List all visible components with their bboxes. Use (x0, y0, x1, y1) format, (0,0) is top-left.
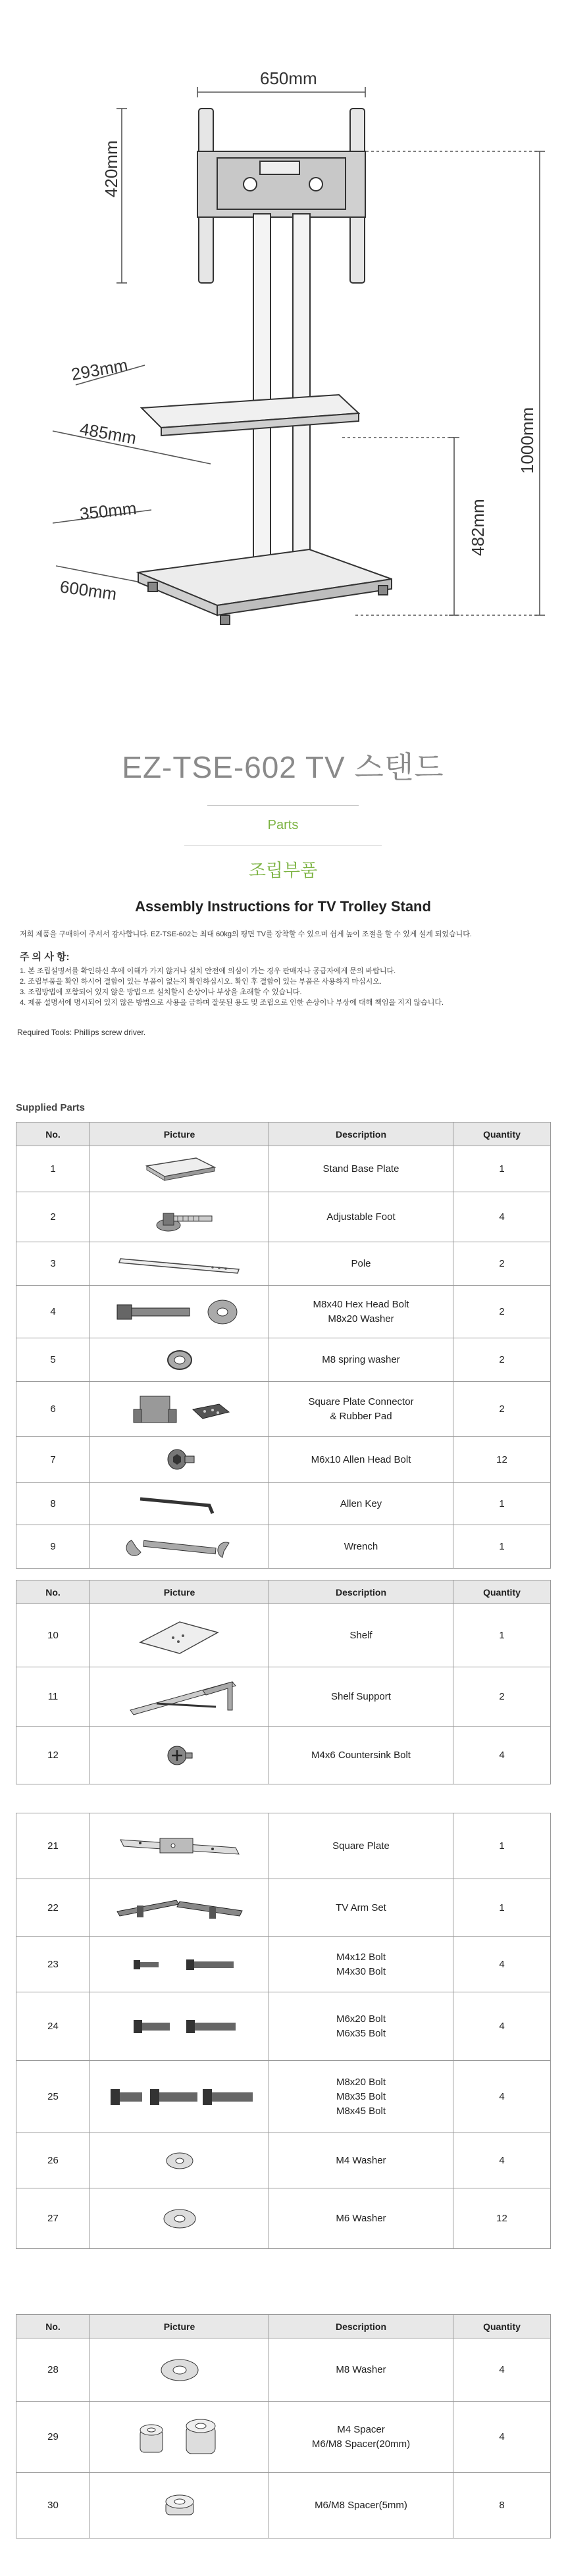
part-no: 7 (16, 1437, 90, 1483)
table-row (16, 1286, 551, 1338)
part-no: 4 (16, 1286, 90, 1338)
parts-heading-en: Parts (267, 818, 299, 832)
part-quantity: 2 (453, 1338, 551, 1382)
part-description: M8 spring washer (269, 1338, 453, 1382)
table-header-row (16, 1580, 551, 1604)
part-quantity: 4 (453, 2133, 551, 2188)
header-no: No. (16, 2315, 90, 2338)
table-row (16, 1483, 551, 1525)
part-description: Stand Base Plate (269, 1146, 453, 1192)
part-quantity: 4 (453, 2338, 551, 2402)
parts-table-4 (16, 2314, 551, 2538)
spacer-icon (90, 2402, 269, 2473)
dim-label-350: 350mm (78, 498, 138, 524)
part-no: 27 (16, 2188, 90, 2249)
m4-bolts-icon (90, 1937, 269, 1992)
plate-connector-icon (90, 1382, 269, 1437)
part-description: Shelf Support (269, 1667, 453, 1727)
part-description: M4x6 Countersink Bolt (269, 1727, 453, 1784)
part-description: M8 Washer (269, 2338, 453, 2402)
shelf-support-icon (90, 1667, 269, 1727)
part-no: 25 (16, 2061, 90, 2133)
countersink-bolt-icon (90, 1727, 269, 1784)
table-row (16, 2188, 551, 2249)
parts-table-2 (16, 1580, 551, 1784)
part-quantity: 1 (453, 1879, 551, 1937)
instructions-intro: 저희 제품을 구매하여 주셔서 감사합니다. EZ-TSE-602는 최대 60kg의 평면 TV를 장착할 수 있으며 쉽게 높이 조절을 할 수 있게 설계 되었습니다. (20, 930, 472, 938)
part-no: 11 (16, 1667, 90, 1727)
part-no: 22 (16, 1879, 90, 1937)
note-item: 1. 본 조립설명서를 확인하신 후에 이해가 가지 않거나 설치 안전에 의심이 가는 경우 판매자나 공급자에게 문의 바랍니다. (20, 967, 396, 975)
part-description: Square Plate (269, 1813, 453, 1879)
table-row (16, 1382, 551, 1437)
dim-label-293: 293mm (69, 355, 130, 384)
dim-label-600: 600mm (59, 576, 118, 605)
tv-bracket-illustration (197, 109, 365, 283)
header-description: Description (269, 1123, 453, 1146)
base-plate-illustration (138, 549, 392, 624)
part-quantity: 2 (453, 1382, 551, 1437)
allen-bolt-icon (90, 1437, 269, 1483)
required-tools: Required Tools: Phillips screw driver. (17, 1028, 146, 1037)
header-description: Description (269, 1580, 453, 1604)
note-item: 4. 제품 설명서에 명시되어 있지 않은 방법으로 사용을 금하며 잘못된 용도 및 조립으로 인한 손상이나 부상에 대해 책임을 지지 않습니다. (20, 999, 444, 1007)
part-quantity: 12 (453, 2188, 551, 2249)
part-no: 5 (16, 1338, 90, 1382)
table-row (16, 1879, 551, 1937)
supplied-parts-label: Supplied Parts (16, 1102, 86, 1113)
table-row (16, 1667, 551, 1727)
table-row (16, 1242, 551, 1286)
part-description: Shelf (269, 1604, 453, 1667)
part-quantity: 4 (453, 1192, 551, 1242)
header-no: No. (16, 1123, 90, 1146)
part-no: 24 (16, 1992, 90, 2061)
product-title: EZ-TSE-602 TV 스탠드 (122, 750, 444, 784)
table-row (16, 1437, 551, 1483)
header-quantity: Quantity (453, 1580, 551, 1604)
part-description: Allen Key (269, 1483, 453, 1525)
m8-bolts-icon (90, 2061, 269, 2133)
part-quantity: 4 (453, 1992, 551, 2061)
shelf-illustration (142, 395, 359, 436)
part-no: 2 (16, 1192, 90, 1242)
allen-key-icon (90, 1483, 269, 1525)
table-row (16, 1937, 551, 1992)
table-row (16, 1727, 551, 1784)
header-picture: Picture (90, 1123, 269, 1146)
part-quantity: 4 (453, 2402, 551, 2473)
instructions-title: Assembly Instructions for TV Trolley Stand (135, 898, 431, 915)
part-no: 9 (16, 1525, 90, 1569)
stand-dimension-diagram (0, 0, 566, 691)
notes-heading: 주 의 사 항: (20, 951, 70, 963)
part-description: M6 Washer (269, 2188, 453, 2249)
title-block (0, 744, 566, 882)
part-no: 10 (16, 1604, 90, 1667)
tv-arm-icon (90, 1879, 269, 1937)
part-description: M6x10 Allen Head Bolt (269, 1437, 453, 1483)
header-quantity: Quantity (453, 2315, 551, 2338)
table-row (16, 2133, 551, 2188)
spring-washer-icon (90, 1338, 269, 1382)
dim-label-650: 650mm (260, 68, 317, 88)
table-row (16, 1604, 551, 1667)
part-quantity: 2 (453, 1242, 551, 1286)
part-description: Pole (269, 1242, 453, 1286)
part-description: M4x12 Bolt M4x30 Bolt (269, 1937, 453, 1992)
part-no: 3 (16, 1242, 90, 1286)
table-row (16, 2402, 551, 2473)
wrench-icon (90, 1525, 269, 1569)
header-picture: Picture (90, 1580, 269, 1604)
part-description: M4 Spacer M6/M8 Spacer(20mm) (269, 2402, 453, 2473)
dim-label-420: 420mm (101, 140, 121, 197)
part-quantity: 2 (453, 1667, 551, 1727)
note-item: 2. 조립부품을 확인 하시어 결함이 있는 부품이 없는지 확인하십시오. 확인 후 결함이 있는 부품은 사용하지 마십시오. (20, 978, 382, 986)
table-row (16, 1992, 551, 2061)
part-description: M8x40 Hex Head Bolt M8x20 Washer (269, 1286, 453, 1338)
adjustable-foot-icon (90, 1192, 269, 1242)
part-description: M4 Washer (269, 2133, 453, 2188)
pole-icon (90, 1242, 269, 1286)
part-quantity: 1 (453, 1483, 551, 1525)
dim-label-1000: 1000mm (517, 407, 537, 474)
shelf-icon (90, 1604, 269, 1667)
part-no: 8 (16, 1483, 90, 1525)
part-no: 28 (16, 2338, 90, 2402)
m6-bolts-icon (90, 1992, 269, 2061)
part-quantity: 12 (453, 1437, 551, 1483)
header-quantity: Quantity (453, 1123, 551, 1146)
table-header-row (16, 1123, 551, 1146)
part-quantity: 1 (453, 1813, 551, 1879)
part-quantity: 1 (453, 1146, 551, 1192)
table-header-row (16, 2315, 551, 2338)
table-row (16, 2061, 551, 2133)
part-description: M6/M8 Spacer(5mm) (269, 2473, 453, 2538)
part-no: 12 (16, 1727, 90, 1784)
base-plate-icon (90, 1146, 269, 1192)
header-no: No. (16, 1580, 90, 1604)
part-no: 6 (16, 1382, 90, 1437)
part-description: TV Arm Set (269, 1879, 453, 1937)
table-row (16, 1338, 551, 1382)
table-row (16, 1813, 551, 1879)
part-no: 21 (16, 1813, 90, 1879)
parts-table-3 (16, 1813, 551, 2249)
part-quantity: 1 (453, 1525, 551, 1569)
m6-washer-icon (90, 2188, 269, 2249)
dim-label-482: 482mm (468, 499, 488, 556)
part-quantity: 4 (453, 2061, 551, 2133)
part-description: Square Plate Connector & Rubber Pad (269, 1382, 453, 1437)
table-row (16, 1525, 551, 1569)
table-row (16, 1192, 551, 1242)
part-description: M8x20 Bolt M8x35 Bolt M8x45 Bolt (269, 2061, 453, 2133)
dim-label-485: 485mm (78, 418, 138, 448)
part-no: 29 (16, 2402, 90, 2473)
m8-washer-icon (90, 2338, 269, 2402)
small-spacer-icon (90, 2473, 269, 2538)
part-quantity: 8 (453, 2473, 551, 2538)
parts-table-1 (16, 1122, 551, 1569)
part-no: 30 (16, 2473, 90, 2538)
part-quantity: 4 (453, 1937, 551, 1992)
title-divider (207, 805, 359, 806)
header-description: Description (269, 2315, 453, 2338)
part-no: 1 (16, 1146, 90, 1192)
hex-bolt-washer-icon (90, 1286, 269, 1338)
part-no: 23 (16, 1937, 90, 1992)
instructions-section (16, 898, 550, 1037)
part-description: M6x20 Bolt M6x35 Bolt (269, 1992, 453, 2061)
header-picture: Picture (90, 2315, 269, 2338)
note-item: 3. 조립방법에 포함되어 있지 않은 방법으로 설치할시 손상이나 부상을 초래할 수 있습니다. (20, 988, 302, 996)
part-quantity: 1 (453, 1604, 551, 1667)
m4-washer-icon (90, 2133, 269, 2188)
poles-illustration (253, 214, 310, 579)
part-no: 26 (16, 2133, 90, 2188)
part-description: Wrench (269, 1525, 453, 1569)
table-row (16, 2338, 551, 2402)
parts-divider (184, 845, 382, 846)
part-description: Adjustable Foot (269, 1192, 453, 1242)
table-row (16, 2473, 551, 2538)
part-quantity: 2 (453, 1286, 551, 1338)
part-quantity: 4 (453, 1727, 551, 1784)
square-plate-icon (90, 1813, 269, 1879)
table-row (16, 1146, 551, 1192)
parts-heading-ko: 조립부품 (248, 861, 318, 880)
